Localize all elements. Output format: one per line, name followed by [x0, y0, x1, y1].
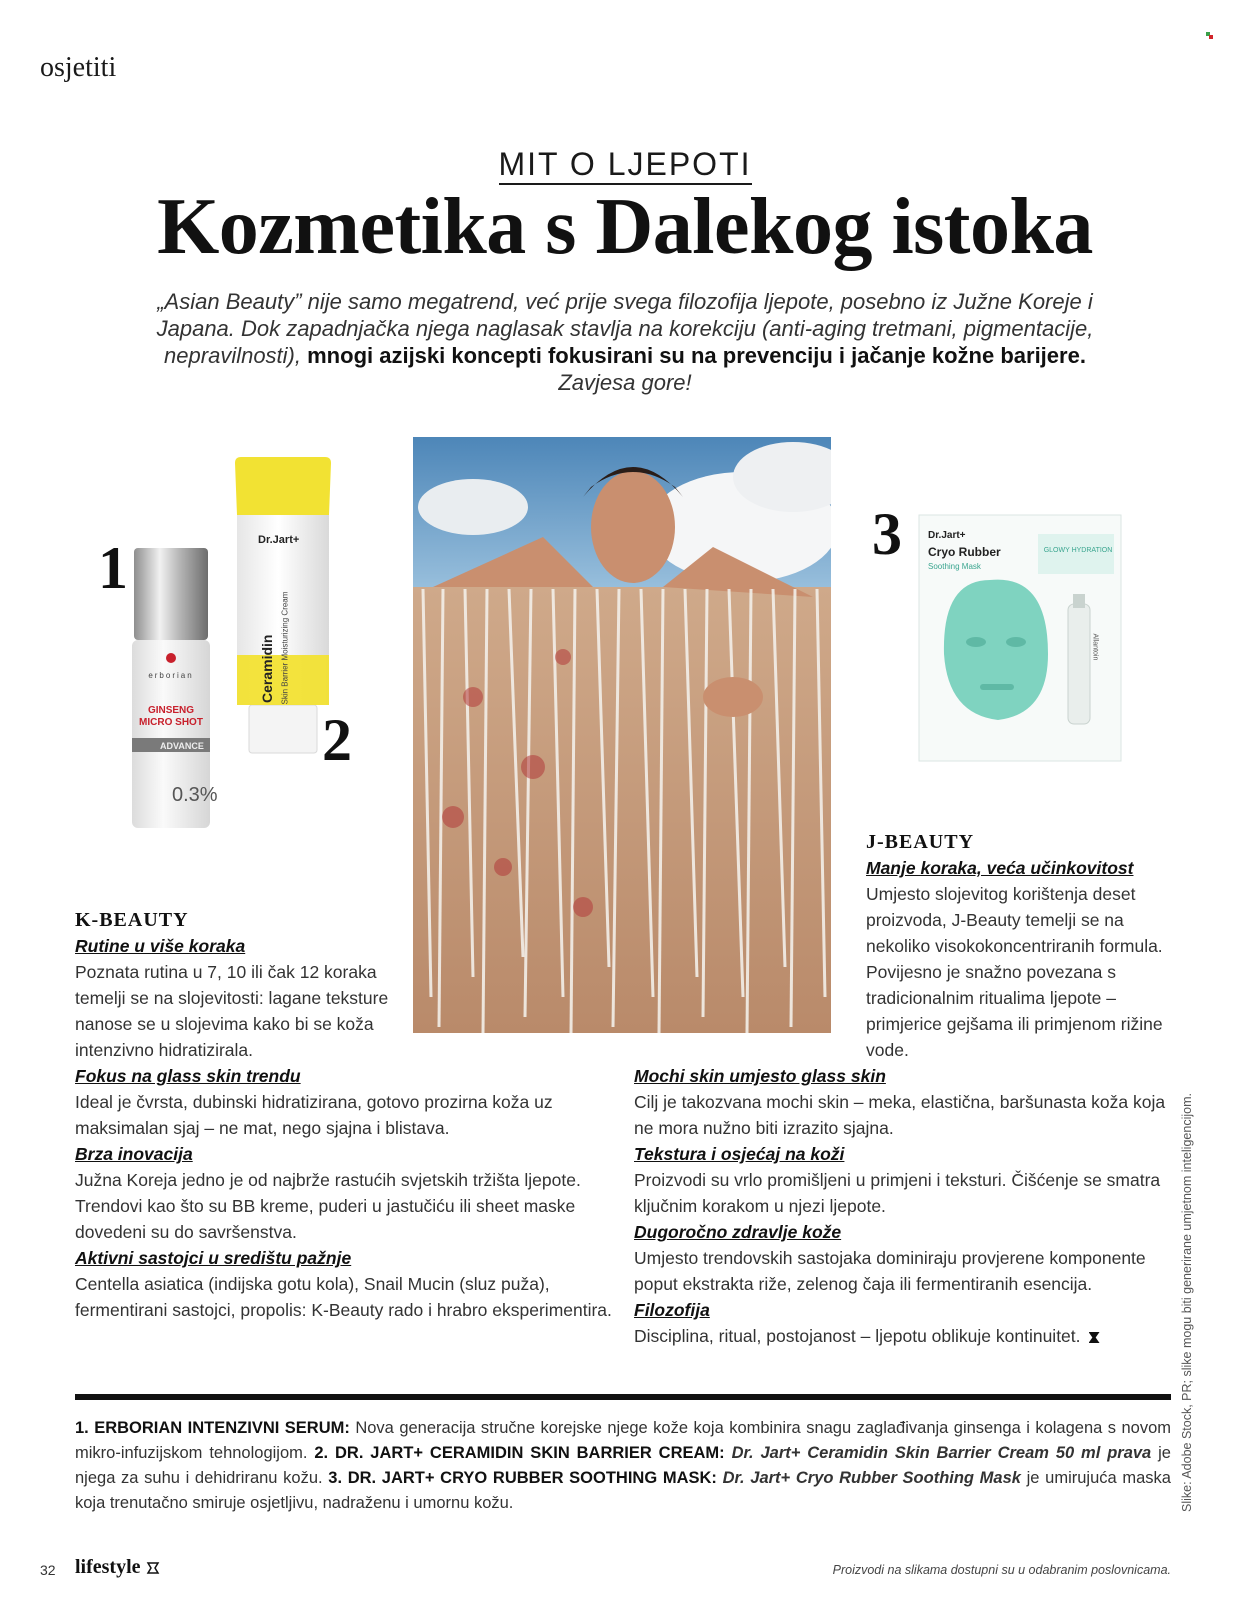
j-beauty-closing-text: Disciplina, ritual, postojanost – ljepotu oblikuje kontinuitet. [634, 1326, 1081, 1346]
serum-brand-label: erborian [148, 671, 194, 680]
j-beauty-subheading: Filozofija [634, 1300, 710, 1320]
footer-availability-note: Proizvodi na slikama dostupni su u odabranim poslovnicama. [832, 1563, 1171, 1577]
j-beauty-paragraph: Umjesto trendovskih sastojaka dominiraju provjerene komponente poput ekstrakta riže, zelenog čaja ili fermentiranih esencija. [634, 1248, 1146, 1294]
article-title: Kozmetika s Dalekog istoka [157, 183, 1093, 271]
image-credits: Slike: Adobe Stock, PR; slike mogu biti generirane umjetnom inteligencijom. [1180, 1093, 1194, 1512]
cream-brand-label: Dr.Jart+ [258, 534, 300, 546]
mask-tag-label: GLOWY HYDRATION [1043, 547, 1113, 554]
cream-subtitle-label: Skin Barrier Moisturizing Cream [280, 591, 290, 705]
caption-italic-3: Dr. Jart+ Cryo Rubber Soothing Mask [722, 1469, 1021, 1487]
k-beauty-subheading: Fokus na glass skin trendu [75, 1066, 301, 1086]
lifestyle-logo-icon [146, 1561, 160, 1575]
page-number: 32 [40, 1562, 56, 1578]
k-beauty-subheading: Rutine u više koraka [75, 936, 246, 956]
j-beauty-paragraph: Cilj je takozvana mochi skin – meka, elastična, baršunasta koža koja ne mora nužno biti izrazito sjajna. [634, 1092, 1166, 1138]
lead-intro: „Asian Beauty” nije samo megatrend, već prije svega filozofija ljepote, posebno iz Južne Koreje i Japana. Dok zapadnjačka njega naglasak stavlja na korekciju (anti-aging tretmani, pigmentacije, nepravilnosti), [156, 289, 1094, 368]
product-number-3: 3 [872, 501, 902, 567]
mask-name-label: Cryo Rubber [928, 545, 1001, 559]
k-beauty-paragraph: Poznata rutina u 7, 10 ili čak 12 koraka temelji se na slojevitosti: lagane teksture nanose se u slojevima kako bi se koža intenzivno hidratizirala. [75, 962, 389, 1060]
j-beauty-paragraph [634, 1323, 1174, 1349]
j-beauty-column [866, 829, 1171, 1063]
caption-text-2: je njega za suhu i dehidriranu kožu. [75, 1444, 1171, 1487]
serum-band-label: ADVANCE [160, 741, 204, 751]
k-beauty-paragraph: Ideal je čvrsta, dubinski hidratizirana, gotovo prozirna koža uz maksimalan sjaj – ne mat, nego sjajna i blistava. [75, 1092, 553, 1138]
k-beauty-subheading: Brza inovacija [75, 1144, 193, 1164]
k-beauty-heading: K-BEAUTY [75, 909, 189, 931]
product-number-2: 2 [322, 707, 352, 773]
mask-brand-label: Dr.Jart+ [928, 530, 966, 541]
mask-vial-label: Allantoin [1091, 633, 1099, 661]
article-lead [150, 288, 1100, 396]
j-beauty-heading: J-BEAUTY [866, 831, 975, 853]
k-beauty-column [75, 907, 395, 1063]
j-beauty-subheading: Mochi skin umjesto glass skin [634, 1066, 886, 1086]
serum-name-line2: MICRO SHOT [139, 717, 203, 728]
end-of-article-icon [1089, 1332, 1100, 1343]
caption-divider [75, 1394, 1171, 1400]
j-beauty-paragraph: Proizvodi su vrlo promišljeni u primjeni i teksturi. Čišćenje se smatra ključnim korakom u njezi ljepote. [634, 1170, 1161, 1216]
product-captions [75, 1416, 1171, 1516]
cream-name-label: Ceramidin [259, 634, 275, 703]
k-beauty-paragraph: Centella asiatica (indijska gotu kola), Snail Mucin (sluz puža), fermentirani sastojci, propolis: K-Beauty rado i hrabro eksperimentira. [75, 1274, 612, 1320]
j-beauty-subheading: Tekstura i osjećaj na koži [634, 1144, 845, 1164]
caption-label-3: 3. DR. JART+ CRYO RUBBER SOOTHING MASK: [328, 1469, 717, 1487]
serum-name-line1: GINSENG [147, 705, 195, 716]
k-beauty-paragraph: Južna Koreja jedno je od najbrže rastućih svjetskih tržišta ljepote. Trendovi kao što su BB kreme, puderi u jastučiću ili sheet maske dovedeni su do savršenstva. [75, 1170, 581, 1242]
mask-subtitle-label: Soothing Mask [928, 562, 981, 571]
lead-emphasis: mnogi azijski koncepti fokusirani su na prevenciju i jačanje kožne barijere. [307, 343, 1086, 368]
footer-brand: lifestyle [75, 1556, 141, 1578]
serum-percent-label: 0.3% [172, 784, 218, 806]
product-number-1: 1 [98, 535, 128, 601]
caption-text-1: Nova generacija stručne korejske njege kože koja kombinira snagu zaglađivanja ginsenga i kolagena s novom mikro-infuzijskom tehnologijom. [75, 1419, 1171, 1462]
kicker-text: MIT O LJEPOTI [499, 146, 752, 185]
j-beauty-continued [634, 1063, 1174, 1349]
caption-label-2: 2. DR. JART+ CERAMIDIN SKIN BARRIER CREAM: [314, 1444, 725, 1462]
corner-logo-icon [1206, 32, 1213, 39]
hero-photo [413, 437, 831, 1033]
caption-italic-2: Dr. Jart+ Ceramidin Skin Barrier Cream 50 ml prava [731, 1444, 1152, 1462]
lead-outro: Zavjesa gore! [558, 370, 692, 395]
k-beauty-continued [75, 1063, 615, 1323]
article-kicker [0, 146, 1250, 183]
hero-photo-illustration [413, 437, 831, 1033]
caption-label-1: 1. ERBORIAN INTENZIVNI SERUM: [75, 1419, 350, 1437]
section-label: osjetiti [40, 52, 117, 83]
j-beauty-subheading: Dugoročno zdravlje kože [634, 1222, 842, 1242]
j-beauty-subheading: Manje koraka, veća učinkovitost [866, 858, 1134, 878]
k-beauty-subheading: Aktivni sastojci u središtu pažnje [75, 1248, 352, 1268]
caption-text-3: je umirujuća maska koja trenutačno smiruje osjetljivu, nadraženu i umornu kožu. [75, 1469, 1171, 1512]
j-beauty-paragraph: Umjesto slojevitog korištenja deset proizvoda, J-Beauty temelji se na nekoliko visokokoncentriranih formula. Povijesno je snažno povezana s tradicionalnim ritualima ljepote – primjerice gejšama ili primjenom rižine vode. [866, 884, 1163, 1060]
